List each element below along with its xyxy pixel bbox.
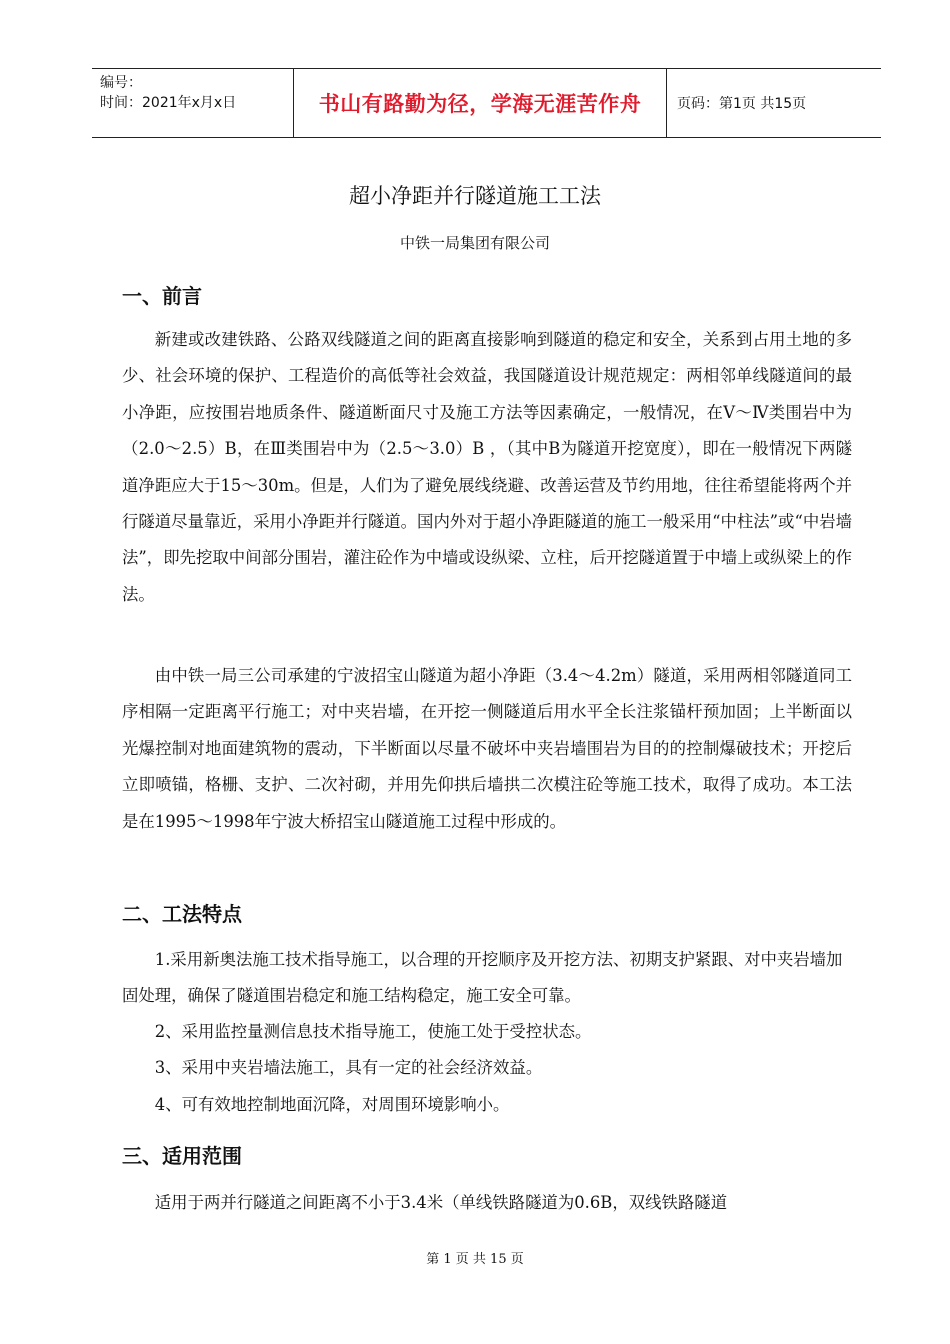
organization-name: 中铁一局集团有限公司 <box>399 234 550 252</box>
header-motto: 书山有路勤为径，学海无涯苦作舟 <box>293 69 667 137</box>
feature-item-3: 3、采用中夹岩墙法施工，具有一定的社会经济效益。 <box>154 1058 543 1077</box>
document-header <box>92 68 881 138</box>
section-heading-scope: 三、适用范围 <box>122 1144 242 1168</box>
scope-paragraph-1: 适用于两并行隧道之间距离不小于3.4米（单线铁路隧道为0.6B，双线铁路隧道 <box>154 1193 728 1212</box>
header-page-code: 页码：第1页 共15页 <box>677 96 807 112</box>
preface-paragraph-2: 由中铁一局三公司承建的宁波招宝山隧道为超小净距（3.4～4.2m）隧道，采用两相邻隧道同工序相隔一定距离平行施工；对中夹岩墙，在开挖一侧隧道后用水平全长注浆锚杆预加固；上半断面以光爆控制对地面建筑物的震动，下半断面以尽量不破坏中夹岩墙围岩为目的的控制爆破技术；开挖后立即喷锚，格栅、支护、二次衬砌，并用先仰拱后墙拱二次模注砼等施工技术，取得了成功。本工法是在1995～1998年宁波大桥招宝山隧道施工过程中形成的。 <box>122 666 852 831</box>
document-title: 超小净距并行隧道施工工法 <box>349 184 601 208</box>
feature-item-1: 1.采用新奥法施工技术指导施工，以合理的开挖顺序及开挖方法、初期支护紧跟、对中夹岩墙加固处理，确保了隧道围岩稳定和施工结构稳定，施工安全可靠。 <box>122 950 843 1006</box>
section-heading-features: 二、工法特点 <box>122 902 242 926</box>
time-label: 时间：2021年x月x日 <box>100 95 237 111</box>
preface-paragraph-1: 新建或改建铁路、公路双线隧道之间的距离直接影响到隧道的稳定和安全，关系到占用土地的多少、社会环境的保护、工程造价的高低等社会效益，我国隧道设计规范规定：两相邻单线隧道间的最小净距，应按围岩地质条件、隧道断面尺寸及施工方法等因素确定，一般情况，在Ⅴ～Ⅳ类围岩中为（2.0～2.5）B，在Ⅲ类围岩中为（2.5～3.0）B ，（其中B为隧道开挖宽度），即在一般情况下两隧道净距应大于15～30m。但是，人们为了避免展线绕避、改善运营及节约用地，往往希望能将两个并行隧道尽量靠近，采用小净距并行隧道。国内外对于超小净距隧道的施工一般采用“中柱法”或“中岩墙法”，即先挖取中间部分围岩，灌注砼作为中墙或设纵梁、立柱，后开挖隧道置于中墙上或纵梁上的作法。 <box>122 330 852 604</box>
serial-label: 编号： <box>100 75 142 91</box>
header-meta <box>92 69 293 137</box>
feature-item-2: 2、采用监控量测信息技术指导施工，使施工处于受控状态。 <box>154 1022 592 1041</box>
page-footer: 第 1 页 共 15 页 <box>426 1252 524 1267</box>
section-heading-preface: 一、前言 <box>122 284 202 308</box>
feature-item-4: 4、可有效地控制地面沉降，对周围环境影响小。 <box>154 1095 510 1114</box>
